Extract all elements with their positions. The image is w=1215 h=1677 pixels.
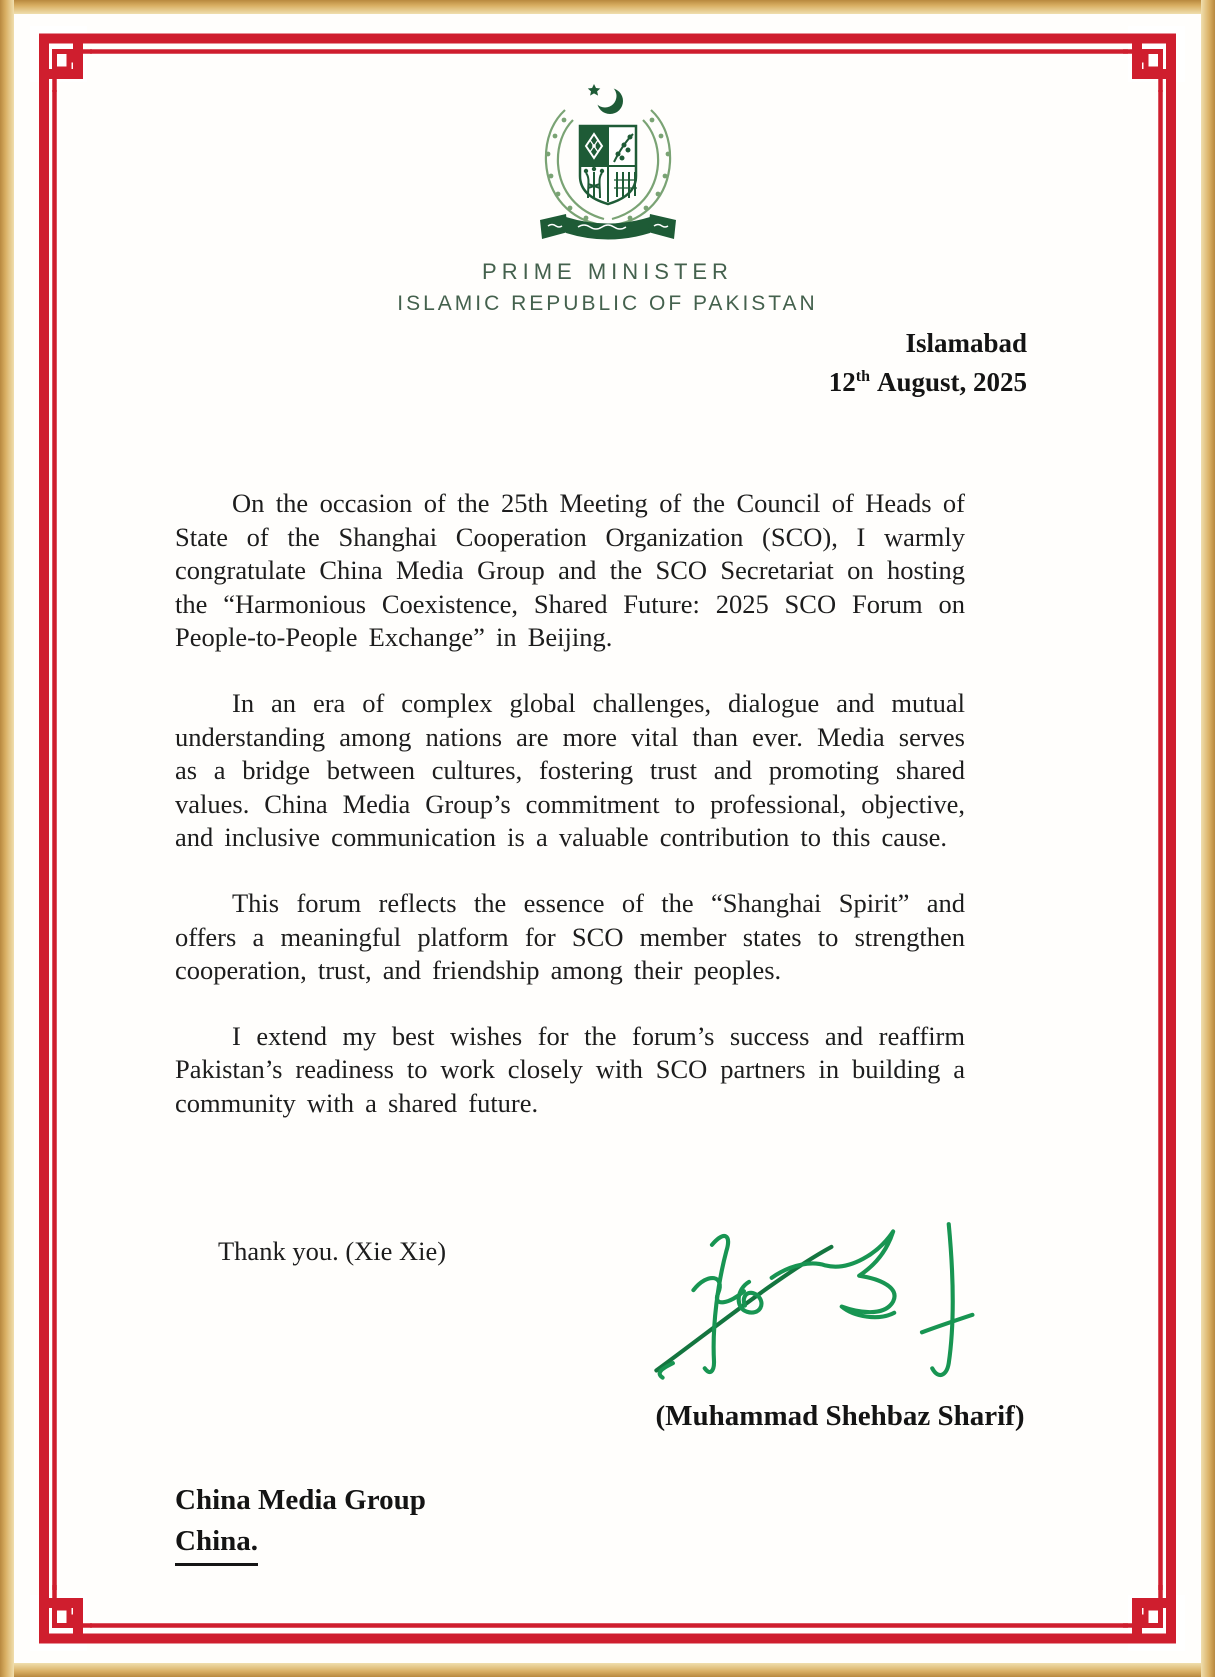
date-ordinal: th: [855, 368, 870, 385]
border-corner-knot-bottom-right: [1123, 1585, 1185, 1651]
body-paragraph: In an era of complex global challenges, dialogue and mutual understanding among nations are more vital than ever. Media serves as a bridge between cultures, fostering trust and promoting shared values. China Media Group’s commitment to professional, objective, and inclusive communication is a valuable contribution to this cause.: [175, 687, 965, 853]
dateline: [829, 326, 1027, 399]
body-paragraph: On the occasion of the 25th Meeting of the Council of Heads of State of the Shanghai Cooperation Organization (SCO), I warmly congratulate China Media Group and the SCO Secretariat on hosting the “Harmonious Coexistence, Shared Future: 2025 SCO Forum on People-to-People Exchange” in Beijing.: [175, 488, 965, 653]
border-corner-knot-top-right: [1123, 26, 1185, 92]
signature-image: [648, 1216, 988, 1391]
letterhead-office: PRIME MINISTER: [482, 259, 733, 284]
addressee-line2: China.: [175, 1521, 258, 1566]
date-month-year: August, 2025: [876, 367, 1027, 397]
dateline-date: [829, 360, 1027, 399]
border-corner-knot-bottom-left: [30, 1585, 92, 1651]
signatory-name: (Muhammad Shehbaz Sharif): [655, 1400, 1025, 1432]
letterhead: [0, 84, 1215, 316]
body-paragraph: I extend my best wishes for the forum’s success and reaffirm Pakistan’s readiness to work closely with SCO partners in building a community with a shared future.: [175, 1020, 965, 1118]
pakistan-state-emblem: [518, 84, 698, 242]
addressee-line1: China Media Group: [175, 1484, 426, 1516]
date-day: 12: [828, 367, 856, 397]
border-corner-knot-top-left: [30, 26, 92, 92]
letterhead-country: ISLAMIC REPUBLIC OF PAKISTAN: [397, 292, 818, 315]
letter-body: [175, 487, 965, 1153]
dateline-place: Islamabad: [905, 328, 1027, 358]
addressee-block: [175, 1480, 426, 1566]
gold-frame-bottom: [0, 1663, 1215, 1677]
closing-line: Thank you. (Xie Xie): [218, 1236, 447, 1266]
gold-frame-top: [0, 0, 1215, 14]
body-paragraph: This forum reflects the essence of the “Shanghai Spirit” and offers a meaningful platform for SCO member states to strengthen cooperation, trust, and friendship among their peoples.: [175, 887, 965, 986]
